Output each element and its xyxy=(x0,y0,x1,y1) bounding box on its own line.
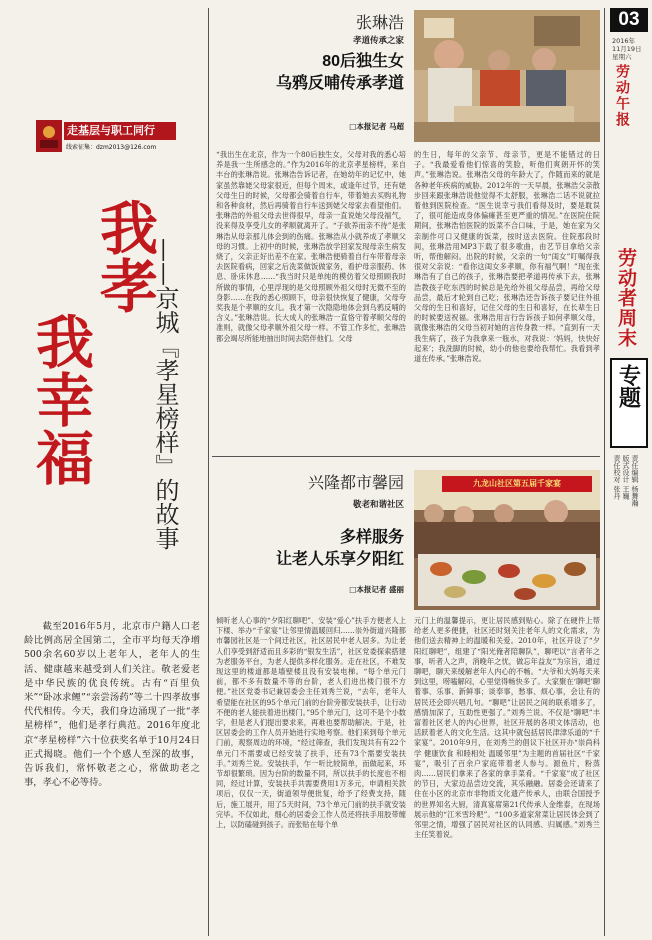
story2-photo-banner: 九龙山社区第五届千家宴 xyxy=(442,476,592,492)
story2-byline: □本报记者 盛丽 xyxy=(349,585,404,594)
weekday: 星期六 xyxy=(612,53,632,61)
story1-person: 张琳浩 xyxy=(355,13,404,32)
editor-3: 责任校对 张丹 xyxy=(613,455,621,500)
date-year: 2016年 xyxy=(612,37,636,45)
story2-place: 兴隆都市馨园 xyxy=(307,473,404,492)
story1-col1: “我出生在北京，作为一个80后独生女，父母对我的悉心培养是我一生所感念的。”作为2016年的北京孝星榜样，来自丰台的张琳浩说。张琳浩告诉记者，在她幼年的记忆中，她家虽然靠姥父母家很近，但每个周末，或逢年过节，还有姥父母生日的时候，父母都会骑着自行车，带着她去买购礼物和各种食材，然后再骑着自行车送到姥父母家去看望他们。张琳浩的外祖父母去世得很早，母亲一直说她父母没福气，没来得及享受儿女的孝顺就离开了。“子欲养而亲不待”是张琳浩从母亲那儿体会到的伤痛。张琳浩从小就养成了孝顺父母的习惯。上初中的时候，张琳浩放学回家发现母亲生病发烧了，父亲正好出差不在家。张琳浩便骑着自行车带着母亲去医院看病，回家之后洗菜做饭做家务，看护母亲服药、休息、卧床休息……“我当时只是单纯的模仿着父母照顾我时所做的事情，心里浮现的是父母照顾外祖父母时无微不至的身影……在我的悉心照顾下，母亲很快恢复了健康，父母夸奖我是个孝顺的女儿。我才第一次隐隐地体会到乌鸦反哺的含义。”张琳浩说。长大成人的张琳浩一直恪守着孝顺父母的准则，就像父母孝顺外祖父母一样。不管工作多忙，张琳浩都会竭尽所能地抽出时间去陪伴他们。父母 xyxy=(216,150,406,343)
big-title-line2: 我幸福 xyxy=(27,312,92,486)
logo-mark-icon xyxy=(36,120,62,152)
big-title-line1: 我孝 xyxy=(91,198,156,314)
page-number: 03 xyxy=(610,8,648,32)
topic-badge xyxy=(610,358,648,448)
story2-col1: 倾听老人心事的“夕阳红聊吧”、安装“爱心”扶手方便老人上下楼、举办“千家宴”让邻里情温暖回归……崇外街道兴隆都市馨园社区是一个间迁社区，社区居民中老人居多。为让老人们享受到舒适而且多彩的“银发生活”，社区党委探索搭建为老服务平台，为老人提供多样化服务。走在社区，不难发现这里的楼道都是墙壁楼且没有安装电梯。“每个单元门前，都不多有数量不等的台阶，老人们进出楼门很不方便。”社区党委书记兼居委会主任刘秀兰说，“去年，老年人希望能在社区的95个单元门前的台阶旁都安装扶手，让行动不便的老人能扶着进出楼门。”95个单元门，这可不是个小数字，但是老人们提出要求来，再难也要帮助解决。于是，社区居委会的工作人员开始进行实地考察。他们来到每个单元门前，观察周边的环境，“经过筛查，我们发现共有有22个单元门不需要或已经安装了扶手，还有73个需要安装扶手。”刘秀兰说。安装扶手，乍一听比较简单，而做起来，环节却很繁琐。因为台阶的数量不同，所以扶手的长度也不相同，经过计算，安装扶手共需要费用1万多元，申请相关款项后，仅仅一天，街道领导便批复，给予了经费支持，随后，施工展开，用了5天时间，73个单元门前的扶手就安装完毕。不仅如此，细心的居委会工作人员还将扶手用胶带缠上，以防磕碰到孩子。而张贴在每个单 xyxy=(216,616,406,830)
big-subtitle: ——京城『孝星榜样』的故事 xyxy=(151,238,179,550)
story2-col2: 元门上的温馨提示，更让居民感到贴心。除了在硬件上帮给老人更多便捷，社区还时刻关注老年人的文化需求，为他们送去精神上的温暖和关爱。2010年，社区开设了“夕阳红聊吧”，组建了“阳光俺者陪聊队”，聊吧以“言者年之事，听者人之声，消晚年之忧，做忘年益友”为宗旨，通过聊吧，聊天来缓解老年人内心的不畅。“大爷和大妈每天来到这里，唠嗑解闷，心里觉得畅快多了。大家聚在‘聊吧’聊着事、乐事、新鲜事；谈奉事，愁事、烦心事，会让有的居民还会即兴唱几句。“聊吧”让居民之间的联系增多了，感情加深了，互助性更强了。”刘秀兰说。不仅是“聊吧”丰富着社区老人的内心世界，社区开展的各项文体活动，也活跃着老人的文化生活。这其中就包括居民津津乐道的“千家宴”。2010年9月，在刘秀兰的倡议下社区开办“崇尚科学 健康饮食 和睦相处 温暖邻里”为主题的首届社区“千家宴”，吸引了百余户家庭带着老人参与。源鱼片，粉蒸肉……居民们拿来了各家的拿手菜肴。“千家宴”成了社区的节日，大家边品尝边交流，其乐融融。居委会还请来了住在小区的北京市非物质文化遗产传承人，由联合国授予的世界知名大厨，清真宴席第21代传承人金维泰，在现场展示他的“江米雪玲粑”。“100多道家常菜让居民体会到了邻里之情，增强了居民对社区的认同感、归属感。”刘秀兰主任笑着说。 xyxy=(414,616,600,840)
editor-2: 版式设计 王巍 xyxy=(622,455,630,500)
story1-tag: 孝道传承之家 xyxy=(352,36,404,46)
section-title: 劳动者周末 xyxy=(615,248,636,348)
editor-1: 责任编辑 杨舞瀚 xyxy=(631,455,639,507)
story2-tag: 敬老和谐社区 xyxy=(352,500,404,510)
logo-email: 线索征集：dzm2013@126.com xyxy=(66,144,157,151)
story1-photo xyxy=(414,10,600,142)
story1-headline1: 80后独生女 xyxy=(322,53,404,70)
story1-col2: 的生日，每年的父亲节、母亲节，更是不能错过的日子。“我最爱看他们惊喜的笑脸，听他们爽朗开怀的笑声。”张琳浩说。张琳浩父母的年龄大了，作随而来的就是各种老年疾病的威胁。2012年的一天早晨，张琳浩父亲散步回来跟张琳浩说他觉得不太舒服，张琳浩二话不说就拉着他到医院检查。“医生说幸亏我们看得及时，要是耽误了，很可能造成身体偏瘫甚至更严重的情况。”在医院住院期间，张琳浩怕医院的饭菜不合口味，于是，她在家为父亲制作可口又健康的饭菜，按时送去医院。住院那段时间，张琳浩用MP3下载了很多歌曲，由艺节目拿给父亲听，帮他解闷。出院的时候，父亲的一句“闺女”叮嘱得我很对父亲说：“看你这闺女多孝顺，你有福气啊！”现在张琳浩有了自己的孩子，张琳浩要把孝道再传承下去，张琳浩教孩子吃东西的时候总是先给外祖父母品尝，再给父母品尝，最后才轮到自己吃；张琳浩还告诉孩子要记住外祖父母的生日和喜好，记住父母的生日和喜好，在长辈生日的时候要送祝福。张琳浩用言行告诉孩子如何孝顺父母，就像张琳浩的父母当初对她的言传身教一样。“直到有一天我生病了，孩子为我拿来一瓶水，对我说：‘妈妈，快快好起来’；我洗脚的时候，幼小的他也要给我帮忙。我看到孝道在传承。”张琳浩说。 xyxy=(414,150,600,364)
paper-logo: 劳动午报 xyxy=(614,64,630,128)
story2-photo xyxy=(414,470,600,610)
column-separator-right xyxy=(604,8,605,936)
date-day: 11月19日 xyxy=(612,45,642,53)
topic-label: 专题 xyxy=(616,364,642,408)
story1-byline: □本报记者 马超 xyxy=(349,122,404,131)
intro-text: 截至2016年5月，北京市户籍人口老龄比例高居全国第二，全市平均每天净增500余名60岁以上老年人，老年人的生活、健康越来越受到人们关注。敬老爱老是中华民族的优良传统。古有“百里负米”“卧冰求鲤”“亲尝汤药”等二十四孝故事代代相传。今天，我们身边涌现了一批“孝星榜样”，他们是孝行典范。2016年度北京“孝星榜样”六十位获奖名单于10月24日正式揭晓。他们一个个感人至深的故事，告诉我们，常怀敬老之心，常做助老之事，孝心不必等待。 xyxy=(24,621,200,789)
column-logo xyxy=(36,120,176,156)
story2-headline1: 多样服务 xyxy=(339,529,404,546)
column-separator-left xyxy=(208,8,209,936)
story-separator xyxy=(212,456,600,457)
logo-title: 走基层与职工同行 xyxy=(64,122,176,140)
story2-headline2: 让老人乐享夕阳红 xyxy=(275,551,404,568)
story1-headline2: 乌鸦反哺传承孝道 xyxy=(275,75,404,92)
